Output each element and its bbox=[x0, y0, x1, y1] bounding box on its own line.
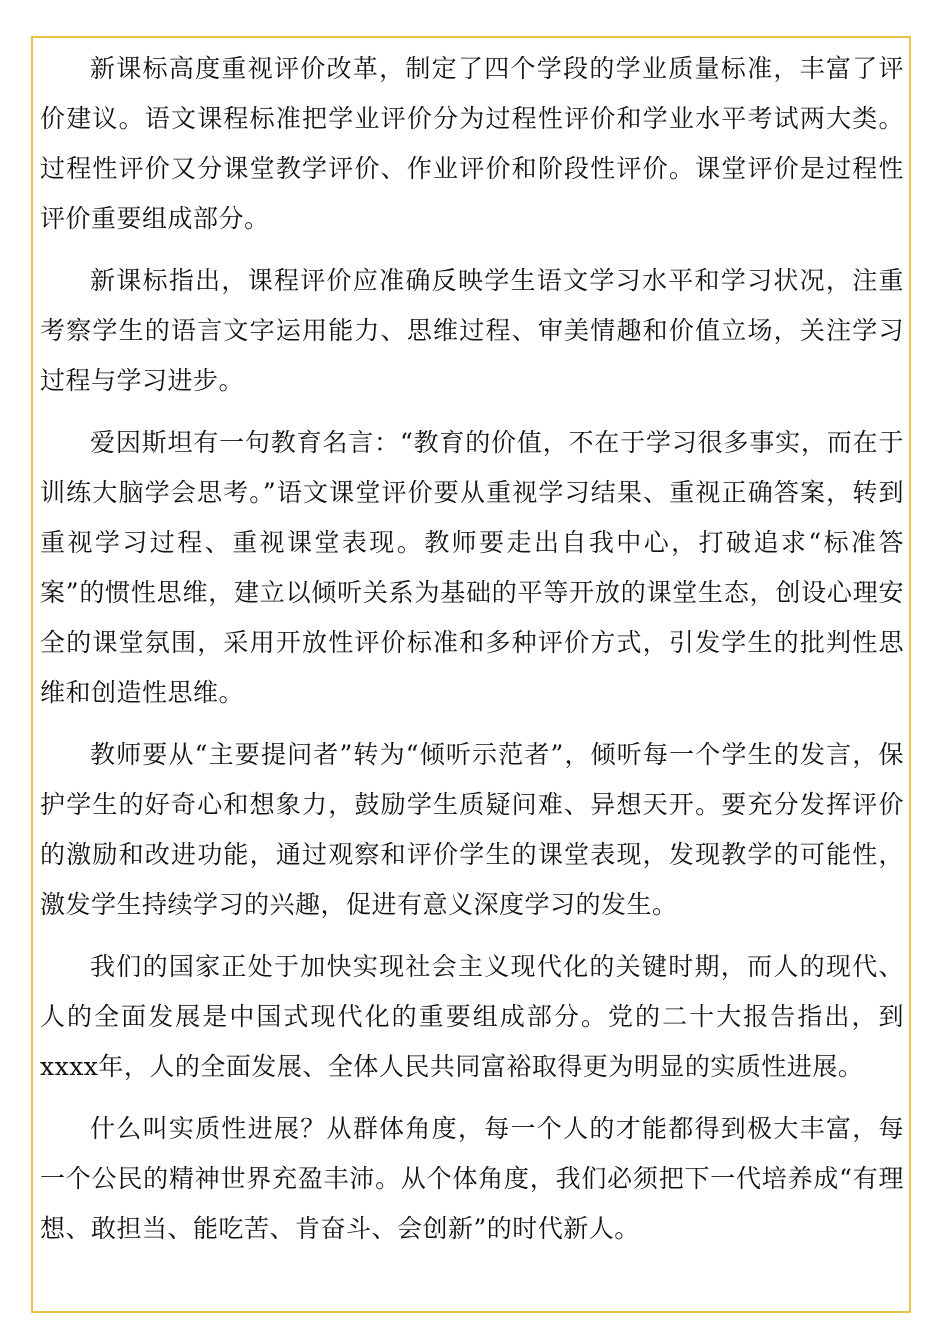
paragraph-5: 我们的国家正处于加快实现社会主义现代化的关键时期，而人的现代、人的全面发展是中国式现代化的重要组成部分。党的二十大报告指出，到xxxx年，人的全面发展、全体人民共同富裕取得更为明显的实质性进展。 bbox=[40, 952, 904, 1081]
document-body bbox=[40, 44, 904, 1266]
paragraph-3: 爱因斯坦有一句教育名言：“教育的价值，不在于学习很多事实，而在于训练大脑学会思考。”语文课堂评价要从重视学习结果、重视正确答案，转到重视学习过程、重视课堂表现。教师要走出自我中心，打破追求“标准答案”的惯性思维，建立以倾听关系为基础的平等开放的课堂生态，创设心理安全的课堂氛围，采用开放性评价标准和多种评价方式，引发学生的批判性思维和创造性思维。 bbox=[40, 428, 904, 707]
paragraph-6: 什么叫实质性进展？从群体角度，每一个人的才能都得到极大丰富，每一个公民的精神世界充盈丰沛。从个体角度，我们必须把下一代培养成“有理想、敢担当、能吃苦、肯奋斗、会创新”的时代新人。 bbox=[40, 1114, 904, 1243]
paragraph-1: 新课标高度重视评价改革，制定了四个学段的学业质量标准，丰富了评价建议。语文课程标准把学业评价分为过程性评价和学业水平考试两大类。过程性评价又分课堂教学评价、作业评价和阶段性评价。课堂评价是过程性评价重要组成部分。 bbox=[40, 54, 904, 233]
paragraph-2: 新课标指出，课程评价应准确反映学生语文学习水平和学习状况，注重考察学生的语言文字运用能力、思维过程、审美情趣和价值立场，关注学习过程与学习进步。 bbox=[40, 266, 904, 395]
paragraph-4: 教师要从“主要提问者”转为“倾听示范者”，倾听每一个学生的发言，保护学生的好奇心和想象力，鼓励学生质疑问难、异想天开。要充分发挥评价的激励和改进功能，通过观察和评价学生的课堂表现，发现教学的可能性，激发学生持续学习的兴趣，促进有意义深度学习的发生。 bbox=[40, 740, 904, 919]
